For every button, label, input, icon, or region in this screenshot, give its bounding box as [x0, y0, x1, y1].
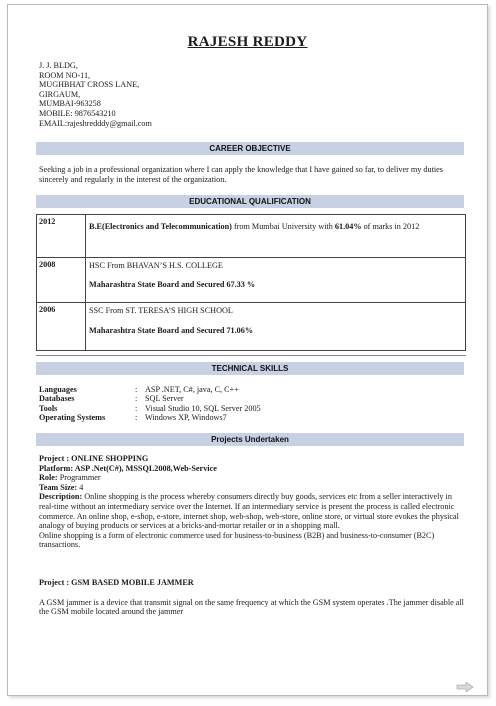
education-row [37, 303, 465, 350]
project-role-line [39, 473, 467, 483]
project-title-line [39, 578, 467, 588]
degree-university: from Mumbai University with [231, 222, 335, 231]
education-year: 2008 [39, 260, 56, 269]
skill-value: ASP .NET, C#, java, C, C++ [145, 385, 239, 394]
email-line: EMAIL:rajeshredddy@gmail.com [39, 118, 152, 128]
project-1 [39, 454, 467, 550]
address-line: MUGHBHAT CROSS LANE, [39, 80, 140, 90]
skills-list [39, 385, 261, 423]
project-platform: ASP .Net(C#), MSSQL2008,Web-Service [74, 463, 217, 473]
project-title: ONLINE SHOPPING [71, 454, 149, 463]
column-divider [85, 303, 86, 350]
project-description-2: Online shopping is a form of electronic commerce used for business-to-business (B2B) and business-to-consumer (B2C) transactions. [39, 530, 435, 550]
education-table [36, 214, 466, 351]
candidate-name: RAJESH REDDY [187, 34, 308, 50]
section-divider [36, 355, 466, 356]
education-detail [89, 222, 461, 232]
skill-value: SQL Server [145, 394, 184, 404]
skill-key: Databases [39, 394, 75, 404]
skill-value: Visual Studio 10, SQL Server 2005 [145, 403, 261, 413]
skill-row: Operating Systems : Windows XP, Windows7 [39, 413, 227, 423]
career-objective-heading: CAREER OBJECTIVE [36, 142, 464, 155]
technical-skills-heading: TECHNICAL SKILLS [36, 362, 464, 375]
project-description: A GSM jammer is a device that transmit signal on the same frequency at which the GSM system operates .The jammer disable all the GSM mobile located around the jammer [39, 597, 464, 617]
platform-label: Platform: [39, 463, 75, 473]
contact-block [39, 61, 152, 128]
skill-key: Operating Systems [39, 413, 106, 423]
education-result: Maharashtra State Board and Secured 71.06% [89, 326, 254, 335]
education-year: 2012 [39, 217, 56, 226]
project-description [39, 492, 467, 530]
next-page-arrow-icon[interactable] [456, 682, 474, 692]
address-line: J. J. BLDG, [39, 61, 78, 70]
skill-row: Tools : Visual Studio 10, SQL Server 2005 [39, 403, 261, 413]
skill-key: Languages [39, 385, 77, 394]
education-result: Maharashtra State Board and Secured 67.33 % [89, 280, 256, 289]
project-title-line [39, 454, 467, 464]
column-divider [85, 215, 86, 257]
address-line: GIRGAUM, [39, 89, 81, 99]
education-heading: EDUCATIONAL QUALIFICATION [36, 195, 464, 208]
project-team-line [39, 483, 467, 493]
project-2 [39, 578, 467, 617]
description-label: Description: [39, 492, 85, 502]
resume-page [7, 4, 488, 696]
description-text: Online shopping is the process whereby consumers directly buy goods, services etc from a seller interactively in real-time without an intermediary service over the Internet. If an intermediary service is present the process is called electronic commerce. An online shop, e-shop, e-store, internet shop, web-shop, web-store, online store, or virtual store evokes the physical analogy of buying products or services at a bricks-and-mortar retailer or in a shopping mall. [39, 492, 459, 531]
project-label: Project : [39, 578, 72, 587]
skill-value: Windows XP, Windows7 [145, 413, 227, 423]
education-institution: SSC From ST. TERESA’S HIGH SCHOOL [89, 306, 233, 315]
skill-row: Databases : SQL Server [39, 394, 184, 404]
degree-year-text: of marks in 2012 [361, 222, 420, 231]
education-row [37, 258, 465, 303]
project-label: Project : [39, 454, 72, 463]
project-role: Programmer [59, 473, 101, 483]
address-line: ROOM NO-11, [39, 70, 91, 80]
degree-name: B.E(Electronics and Telecommunication) [89, 222, 232, 231]
project-team-size: 4 [79, 482, 84, 492]
address-line: MUMBAI-963258 [39, 99, 101, 109]
projects-heading: Projects Undertaken [36, 433, 464, 446]
skill-row: Languages : ASP .NET, C#, java, C, C++ [39, 385, 239, 394]
education-year: 2006 [39, 305, 56, 314]
career-objective-text: Seeking a job in a professional organization where I can apply the knowledge that I have gained so far, to deliver my duties sincerely and regularly in the interest of the organization. [39, 165, 443, 184]
team-label: Team Size: [39, 482, 80, 492]
project-title: GSM BASED MOBILE JAMMER [71, 578, 194, 587]
mobile-line: MOBILE: 9876543210 [39, 108, 116, 118]
project-platform-line [39, 464, 467, 474]
role-label: Role: [39, 473, 60, 483]
degree-percentage: 61.04% [334, 222, 362, 231]
education-institution: HSC From BHAVAN’S H.S. COLLEGE [89, 261, 223, 270]
skill-key: Tools [39, 403, 58, 413]
column-divider [85, 258, 86, 302]
education-row [37, 215, 465, 258]
